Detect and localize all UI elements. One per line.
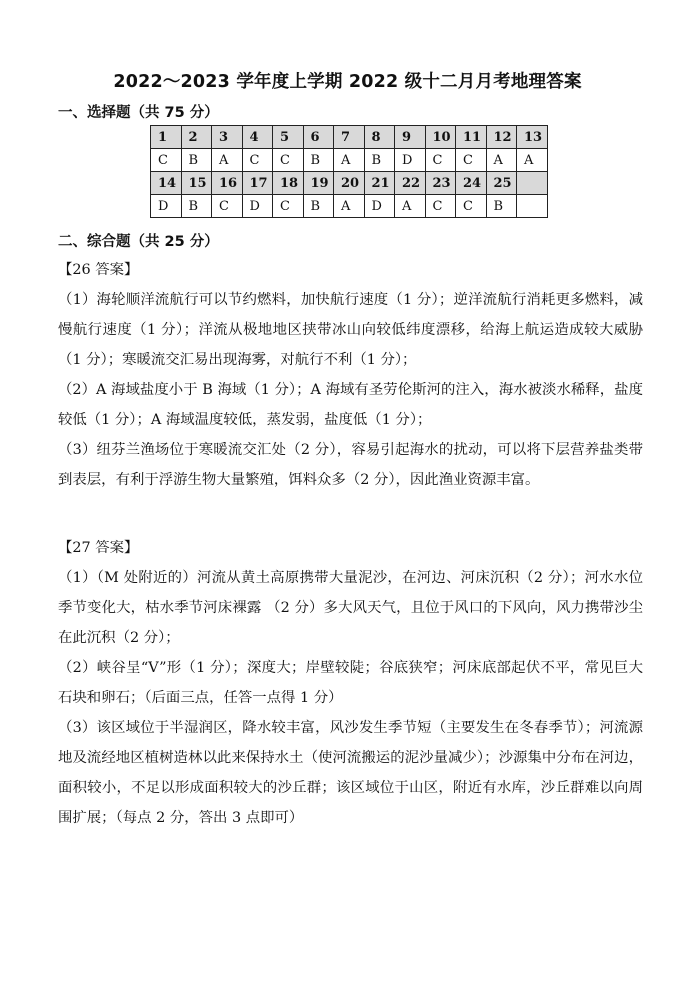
question-number-cell: 1 (151, 126, 182, 149)
answer-letter-row (151, 195, 548, 218)
answer-letter-row (151, 149, 548, 172)
answer-letter-cell: C (273, 195, 304, 218)
section-comprehensive-heading: 二、综合题（共 25 分） (58, 234, 219, 250)
answer-letter-cell: C (425, 149, 456, 172)
question-number-cell: 25 (486, 172, 517, 195)
answer-letter-cell: B (364, 149, 395, 172)
answer-letter-cell: C (425, 195, 456, 218)
question-number-cell: 13 (517, 126, 548, 149)
question-number-cell: 17 (242, 172, 273, 195)
question-number-cell: 24 (456, 172, 487, 195)
answer-letter-cell: B (181, 149, 212, 172)
answer-letter-cell: B (303, 149, 334, 172)
question-number-cell: 11 (456, 126, 487, 149)
question-number-cell: 16 (212, 172, 243, 195)
question-number-cell: 19 (303, 172, 334, 195)
answer-27-block (58, 533, 643, 833)
answer-27-item-2: （2）峡谷呈“V”形（1 分）；深度大；岸壁较陡；谷底狭窄；河床底部起伏不平，常见巨大石块和卵石；（后面三点，任答一点得 1 分） (58, 660, 643, 706)
question-number-cell: 6 (303, 126, 334, 149)
question-number-cell: 7 (334, 126, 365, 149)
answer-letter-cell: D (242, 195, 273, 218)
multiple-choice-answer-table (150, 125, 548, 218)
question-number-cell: 20 (334, 172, 365, 195)
answer-26-heading: 【26 答案】 (58, 262, 139, 278)
section-multiple-choice-heading: 一、选择题（共 75 分） (58, 105, 219, 121)
answer-letter-cell: B (303, 195, 334, 218)
answer-letter-cell: D (151, 195, 182, 218)
question-number-cell: 5 (273, 126, 304, 149)
answer-26-item-3: （3）纽芬兰渔场位于寒暖流交汇处（2 分），容易引起海水的扰动，可以将下层营养盐类带到表层，有利于浮游生物大量繁殖，饵料众多（2 分），因此渔业资源丰富。 (58, 442, 643, 488)
question-number-cell: 14 (151, 172, 182, 195)
answer-26-block (58, 255, 643, 495)
answer-letter-cell: C (212, 195, 243, 218)
answer-letter-cell: D (395, 149, 426, 172)
answer-27-item-1: （1）（M 处附近的）河流从黄土高原携带大量泥沙，在河边、河床沉积（2 分）；河水水位季节变化大，枯水季节河床裸露 （2 分）多大风天气，且位于风口的下风向，风力携带沙尘在此沉积（2 分）； (58, 570, 643, 646)
question-number-cell: 22 (395, 172, 426, 195)
question-number-cell: 9 (395, 126, 426, 149)
answer-letter-cell (517, 195, 548, 218)
question-number-cell: 3 (212, 126, 243, 149)
question-number-cell: 15 (181, 172, 212, 195)
question-number-cell: 21 (364, 172, 395, 195)
answer-26-item-2: （2）A 海域盐度小于 B 海域（1 分）；A 海域有圣劳伦斯河的注入，海水被淡水稀释，盐度较低（1 分）；A 海域温度较低，蒸发弱，盐度低（1 分）； (58, 382, 643, 428)
answer-27-heading: 【27 答案】 (58, 540, 139, 556)
question-number-cell: 2 (181, 126, 212, 149)
answer-27-item-3: （3）该区域位于半湿润区，降水较丰富，风沙发生季节短（主要发生在冬春季节）；河流源地及流经地区植树造林以此来保持水土（使河流搬运的泥沙量减少）；沙源集中分布在河边，面积较小，不足以形成面积较大的沙丘群；该区域位于山区，附近有水库，沙丘群难以向周围扩展；（每点 2 分，答出 3 点即可） (58, 720, 643, 826)
answer-letter-cell: C (242, 149, 273, 172)
question-number-cell: 4 (242, 126, 273, 149)
question-number-cell (517, 172, 548, 195)
answer-letter-cell: C (273, 149, 304, 172)
answer-letter-cell: A (334, 149, 365, 172)
question-number-cell: 18 (273, 172, 304, 195)
question-number-row (151, 126, 548, 149)
page-title: 2022～2023 学年度上学期 2022 级十二月月考地理答案 (113, 72, 582, 92)
answer-letter-cell: C (151, 149, 182, 172)
answer-letter-cell: A (334, 195, 365, 218)
answer-letter-cell: A (486, 149, 517, 172)
answer-letter-cell: D (364, 195, 395, 218)
answer-letter-cell: C (456, 195, 487, 218)
question-number-cell: 10 (425, 126, 456, 149)
question-number-row (151, 172, 548, 195)
answer-letter-cell: A (212, 149, 243, 172)
answer-26-item-1: （1）海轮顺洋流航行可以节约燃料，加快航行速度（1 分）；逆洋流航行消耗更多燃料，减慢航行速度（1 分）；洋流从极地地区挟带冰山向较低纬度漂移，给海上航运造成较大威胁（1 分）；寒暖流交汇易出现海雾，对航行不利（1 分）； (58, 292, 643, 368)
answer-letter-cell: A (517, 149, 548, 172)
answer-letter-cell: B (181, 195, 212, 218)
question-number-cell: 8 (364, 126, 395, 149)
answer-letter-cell: C (456, 149, 487, 172)
question-number-cell: 12 (486, 126, 517, 149)
answer-letter-cell: A (395, 195, 426, 218)
question-number-cell: 23 (425, 172, 456, 195)
answer-letter-cell: B (486, 195, 517, 218)
